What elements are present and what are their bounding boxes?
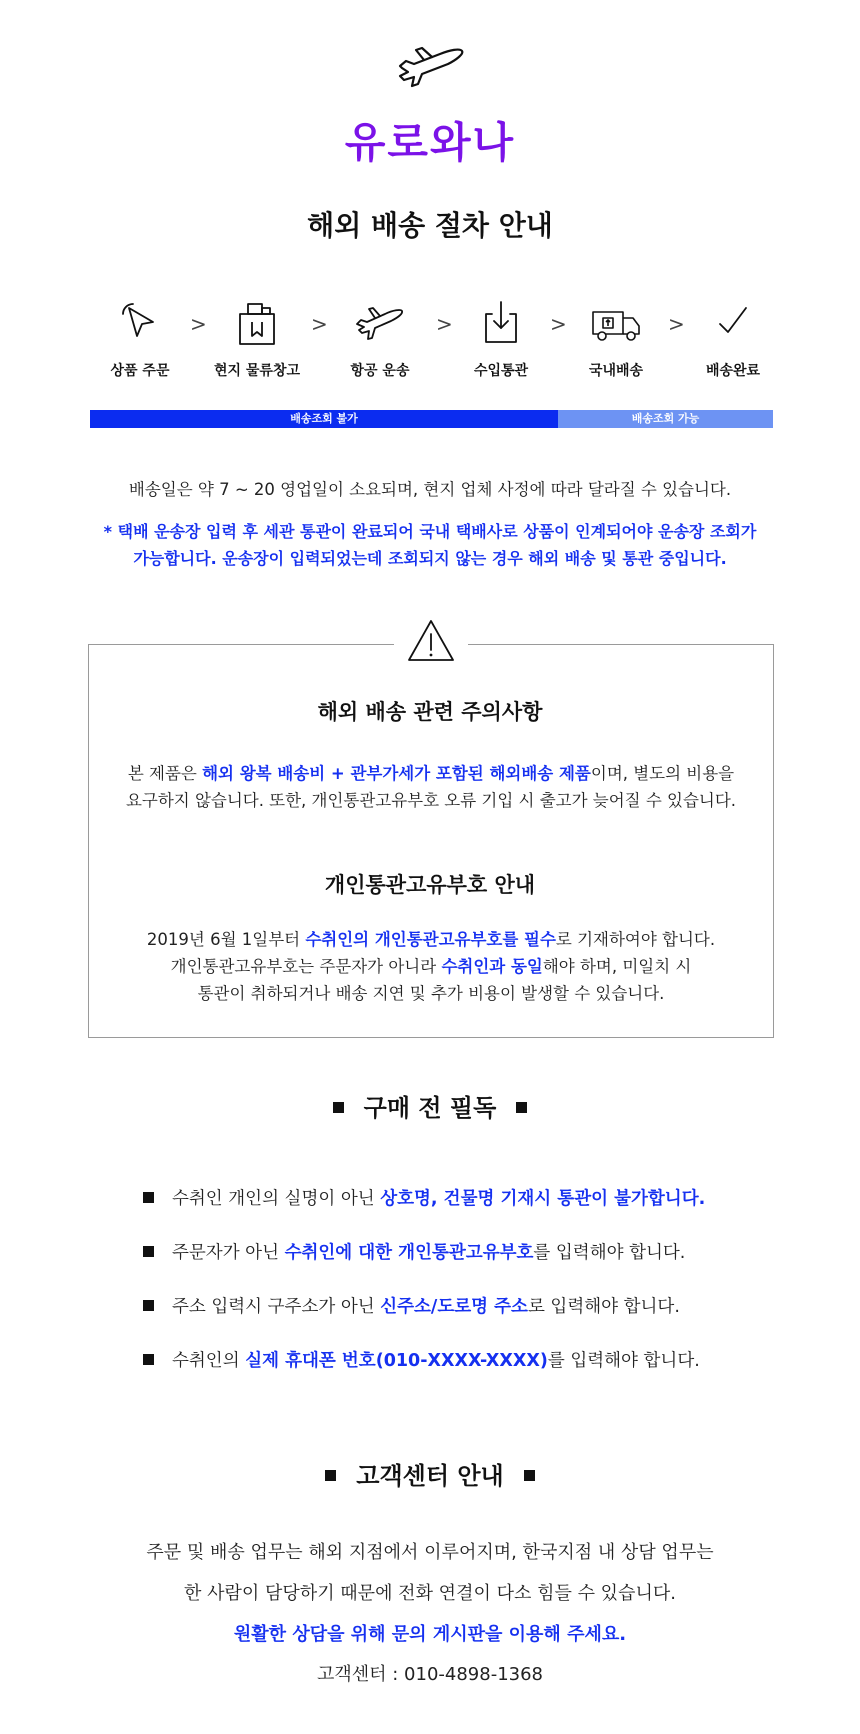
airplane-icon	[353, 296, 407, 350]
step-arrow: >	[190, 312, 207, 336]
highlight-text: 상호명, 건물명 기재시 통관이 불가합니다.	[380, 1188, 706, 1209]
customer-center-title: 고객센터 안내	[356, 1462, 504, 1490]
step-label: 항공 운송	[350, 363, 410, 379]
step-arrow: >	[311, 312, 328, 336]
list-item	[143, 1224, 783, 1278]
highlight-text: 수취인과 동일	[441, 957, 543, 976]
step-domestic	[556, 296, 676, 380]
customer-center-phone: 고객센터 : 010-4898-1368	[316, 1664, 544, 1685]
square-bullet-icon	[143, 1300, 154, 1311]
customer-center-heading	[0, 1456, 860, 1491]
square-bullet-icon	[143, 1192, 154, 1203]
text: 해야 하며, 미일치 시	[542, 957, 692, 976]
step-label: 국내배송	[588, 363, 644, 379]
text: 를 입력해야 합니다.	[533, 1242, 686, 1263]
brand-name: 유로와나	[344, 118, 516, 167]
text: 통관이 취하되거나 배송 지연 및 추가 비용이 발생할 수 있습니다.	[197, 984, 665, 1003]
highlight-text: 수취인에 대한 개인통관고유부호	[284, 1242, 534, 1263]
step-complete	[673, 296, 793, 380]
square-bullet-icon	[143, 1354, 154, 1365]
square-bullet-icon	[333, 1102, 344, 1113]
tracking-available-bar: 배송조회 가능	[558, 410, 773, 428]
step-label: 현지 물류창고	[213, 363, 301, 379]
tracking-notice-line: * 택배 운송장 입력 후 세관 통관이 완료되어 국내 택배사로 상품이 인계되어야 운송장 조회가	[103, 522, 757, 541]
tracking-notice-line: 가능합니다. 운송장이 입력되었는데 조회되지 않는 경우 해외 배송 및 통관 중입니다.	[133, 549, 727, 568]
step-order	[80, 296, 200, 380]
customer-center-text: 한 사람이 담당하기 때문에 전화 연결이 다소 힘들 수 있습니다.	[184, 1583, 676, 1604]
square-bullet-icon	[516, 1102, 527, 1113]
cursor-icon	[113, 296, 167, 350]
text: 본 제품은	[127, 764, 203, 783]
text: 주소 입력시 구주소가 아닌	[172, 1296, 381, 1317]
customer-center-text: 주문 및 배송 업무는 해외 지점에서 이루어지며, 한국지점 내 상담 업무는	[146, 1542, 714, 1563]
warehouse-box-icon	[230, 296, 284, 350]
text: 를 입력해야 합니다.	[547, 1350, 700, 1371]
step-label: 상품 주문	[110, 363, 170, 379]
highlight-text: 실제 휴대폰 번호(010-XXXX-XXXX)	[245, 1350, 548, 1371]
tracking-unavailable-bar: 배송조회 불가	[90, 410, 558, 428]
text: 수취인 개인의 실명이 아닌	[172, 1188, 381, 1209]
text: 요구하지 않습니다. 또한, 개인통관고유부호 오류 기입 시 출고가 늦어질 수 있습니다.	[125, 791, 737, 810]
checkmark-icon	[706, 296, 760, 350]
inbox-download-icon	[474, 296, 528, 350]
must-read-heading	[0, 1088, 860, 1123]
customs-code-paragraph	[88, 926, 774, 1007]
step-label: 수입통관	[473, 363, 529, 379]
board-guide-text: 원활한 상담을 위해 문의 게시판을 이용해 주세요.	[233, 1624, 627, 1645]
square-bullet-icon	[325, 1470, 336, 1481]
list-item	[143, 1332, 783, 1386]
text: 로 기재하여야 합니다.	[555, 930, 716, 949]
step-arrow: >	[436, 312, 453, 336]
square-bullet-icon	[524, 1470, 535, 1481]
step-customs	[441, 296, 561, 380]
step-air	[320, 296, 440, 380]
text: 이며, 별도의 비용을	[590, 764, 735, 783]
highlight-text: 해외 왕복 배송비 + 관부가세가 포함된 해외배송 제품	[202, 764, 591, 783]
warning-triangle-icon	[406, 618, 456, 664]
square-bullet-icon	[143, 1246, 154, 1257]
must-read-title: 구매 전 필독	[363, 1094, 497, 1122]
tracking-notice	[100, 518, 760, 572]
step-warehouse	[197, 296, 317, 380]
airplane-logo-icon	[392, 40, 468, 92]
list-item	[143, 1278, 783, 1332]
must-read-list	[143, 1170, 783, 1386]
page-title: 해외 배송 절차 안내	[307, 209, 553, 242]
list-item	[143, 1170, 783, 1224]
text: 2019년 6월 1일부터	[146, 930, 306, 949]
highlight-text: 수취인의 개인통관고유부호를 필수	[305, 930, 556, 949]
delivery-truck-icon	[589, 296, 643, 350]
text: 로 입력해야 합니다.	[527, 1296, 680, 1317]
text: 개인통관고유부호는 주문자가 아니라	[170, 957, 442, 976]
caution-paragraph	[88, 760, 774, 814]
text: 주문자가 아닌	[172, 1242, 285, 1263]
delivery-period-text: 배송일은 약 7 ~ 20 영업일이 소요되며, 현지 업체 사정에 따라 달라질 수 있습니다.	[128, 480, 732, 499]
text: 수취인의	[172, 1350, 246, 1371]
customs-code-heading: 개인통관고유부호 안내	[324, 873, 536, 897]
step-label: 배송완료	[705, 363, 761, 379]
step-arrow: >	[550, 312, 567, 336]
caution-heading: 해외 배송 관련 주의사항	[317, 700, 543, 724]
highlight-text: 신주소/도로명 주소	[380, 1296, 528, 1317]
step-arrow: >	[668, 312, 685, 336]
